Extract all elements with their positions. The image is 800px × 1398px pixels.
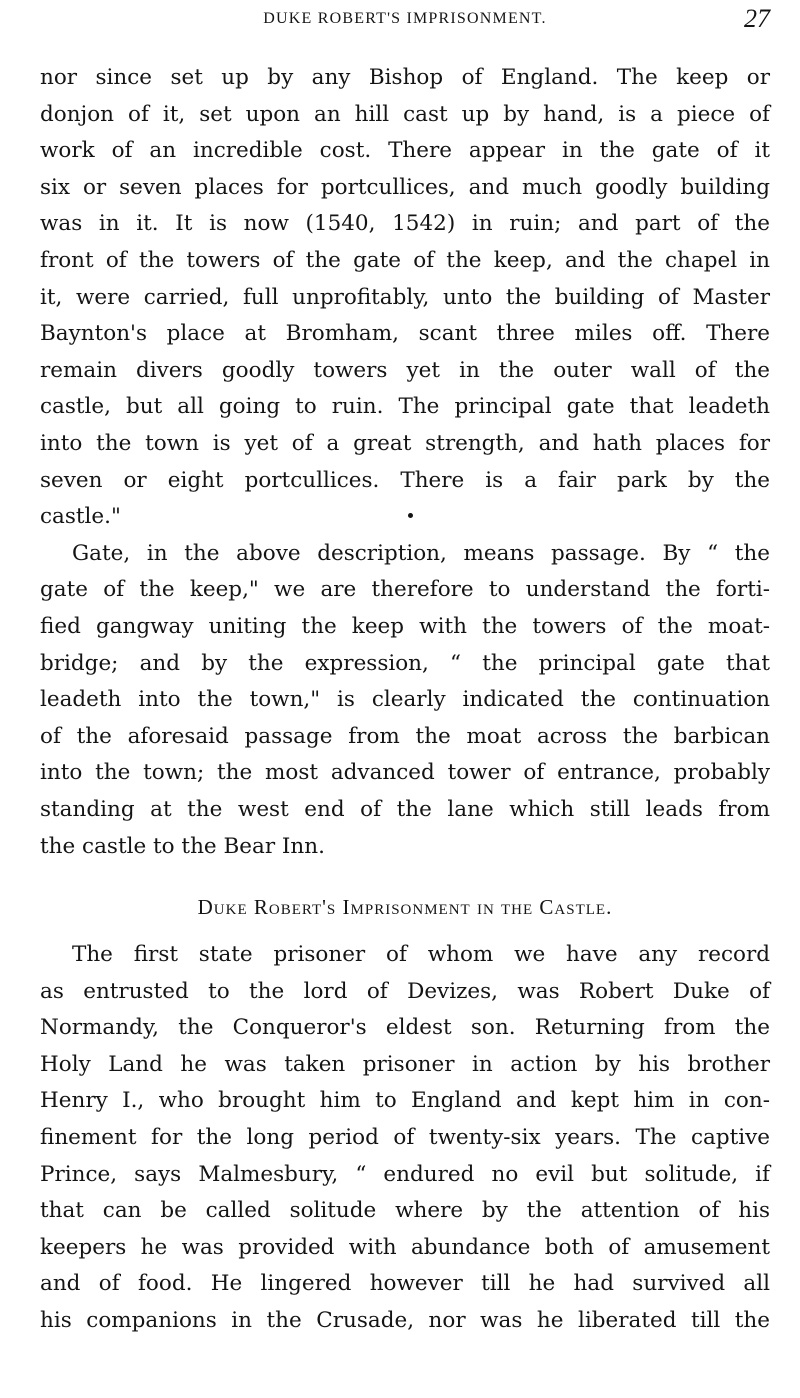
text-line: standing at the west end of the lane which still leads from [40, 797, 770, 822]
text-line: Holy Land he was taken prisoner in action by his brother [40, 1051, 770, 1077]
text-line: his companions in the Crusade, nor was he liberated till the [40, 1308, 770, 1333]
text-line: that can be called solitude where by the attention of his [40, 1198, 770, 1224]
text-line: leadeth into the town," is clearly indicated the continuation [40, 687, 770, 713]
text-line: donjon of it, set upon an hill cast up by hand, is a piece of [40, 101, 770, 127]
text-line: castle." [40, 504, 121, 530]
text-line: keepers he was provided with abundance both of amusement [40, 1234, 770, 1260]
text-line: Gate, in the above description, means passage. By “ the [72, 540, 770, 566]
text-line: gate of the keep," we are therefore to understand the forti- [40, 577, 770, 603]
text-line: and of food. He lingered however till he had survived all [40, 1271, 770, 1297]
text-line: of the aforesaid passage from the moat across the barbican [40, 723, 770, 749]
running-head [40, 4, 770, 36]
text-line: nor since set up by any Bishop of England. The keep or [40, 65, 770, 90]
stray-ink-mark [408, 513, 413, 518]
text-line: Henry I., who brought him to England and kept him in con- [40, 1088, 770, 1114]
text-line: bridge; and by the expression, “ the principal gate that [40, 650, 770, 676]
text-line: Prince, says Malmesbury, “ endured no evil but solitude, if [40, 1161, 770, 1187]
text-line: finement for the long period of twenty-six years. The captive [40, 1125, 770, 1150]
text-line: Normandy, the Conqueror's eldest son. Returning from the [40, 1015, 770, 1041]
text-line: fied gangway uniting the keep with the towers of the moat- [40, 614, 770, 639]
section-heading: Duke Robert's Imprisonment in the Castle. [197, 895, 613, 919]
text-line: remain divers goodly towers yet in the outer wall of the [40, 357, 770, 383]
text-line: front of the towers of the gate of the keep, and the chapel in [40, 248, 770, 273]
text-line: seven or eight portcullices. There is a fair park by the [40, 467, 770, 493]
text-line: The first state prisoner of whom we have any record [72, 942, 770, 967]
text-line: into the town; the most advanced tower of entrance, probably [40, 760, 770, 786]
text-line: castle, but all going to ruin. The principal gate that leadeth [40, 394, 770, 420]
text-line: Baynton's place at Bromham, scant three miles off. There [40, 321, 770, 347]
text-line: six or seven places for portcullices, and much goodly building [40, 174, 770, 200]
text-line: the castle to the Bear Inn. [40, 833, 325, 859]
text-line: was in it. It is now (1540, 1542) in ruin; and part of the [40, 211, 770, 237]
running-title: DUKE ROBERT'S IMPRISONMENT. [263, 10, 547, 27]
text-line: as entrusted to the lord of Devizes, was Robert Duke of [40, 978, 770, 1004]
text-line: it, were carried, full unprofitably, unto the building of Master [40, 284, 770, 310]
text-line: work of an incredible cost. There appear in the gate of it [40, 138, 770, 164]
page-number: 27 [744, 4, 770, 33]
text-line: into the town is yet of a great strength, and hath places for [40, 431, 770, 456]
